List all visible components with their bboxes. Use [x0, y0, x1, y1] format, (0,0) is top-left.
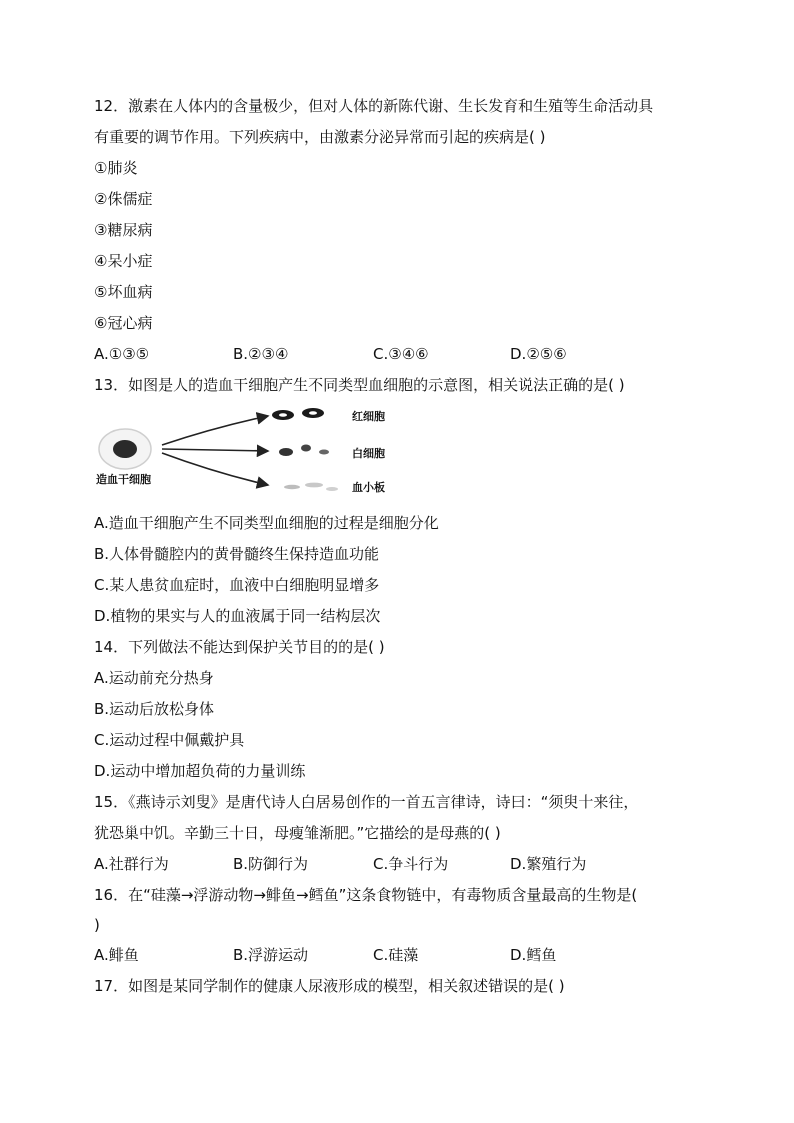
q16-option-d: D.鳕鱼 — [510, 946, 557, 964]
q12-item-6: ⑥冠心病 — [94, 314, 153, 332]
q12-item-3: ③糖尿病 — [94, 221, 153, 239]
q15-option-d: D.繁殖行为 — [510, 855, 587, 873]
q15-stem-line1: 15．《燕诗示刘叟》是唐代诗人白居易创作的一首五言律诗，诗曰：“须臾十来往， — [94, 793, 639, 811]
q12-option-c: C.③④⑥ — [373, 345, 429, 363]
q16-option-a: A.鲱鱼 — [94, 946, 139, 964]
blood-cell-diagram — [96, 405, 406, 500]
q16-stem-line1: 16．在“硅藻→浮游动物→鲱鱼→鳕鱼”这条食物链中，有毒物质含量最高的生物是( — [94, 886, 638, 904]
q16-option-c: C.硅藻 — [373, 946, 419, 964]
q15-stem-line2: 犹恐巢中饥。辛勤三十日，母瘦雏渐肥。”它描绘的是母燕的( ) — [94, 824, 501, 842]
q15-option-c: C.争斗行为 — [373, 855, 449, 873]
red-cell-label: 红细胞 — [352, 410, 385, 423]
q12-item-5: ⑤坏血病 — [94, 283, 153, 301]
q12-options — [94, 344, 714, 364]
white-cell-shape — [301, 445, 311, 452]
q14-option-b: B.运动后放松身体 — [94, 700, 215, 718]
q16-option-b: B.浮游运动 — [233, 946, 309, 964]
platelet-shape — [284, 485, 300, 489]
arrow-to-red-cells — [162, 416, 268, 445]
q14-option-d: D.运动中增加超负荷的力量训练 — [94, 762, 306, 780]
platelet-shape — [305, 483, 323, 488]
q12-stem-line2: 有重要的调节作用。下列疾病中，由激素分泌异常而引起的疾病是( ) — [94, 128, 546, 146]
stem-cell-nucleus — [113, 440, 137, 458]
q12-option-d: D.②⑤⑥ — [510, 345, 567, 363]
q14-option-a: A.运动前充分热身 — [94, 669, 214, 687]
q15-options — [94, 854, 714, 874]
q13-option-a: A.造血干细胞产生不同类型血细胞的过程是细胞分化 — [94, 514, 439, 532]
q15-option-a: A.社群行为 — [94, 855, 169, 873]
q16-stem-line2: ) — [94, 916, 100, 934]
platelet-shape — [326, 487, 338, 491]
white-cell-label: 白细胞 — [352, 447, 385, 460]
q13-option-b: B.人体骨髓腔内的黄骨髓终生保持造血功能 — [94, 545, 380, 563]
platelet-label: 血小板 — [352, 481, 385, 494]
q12-item-2: ②侏儒症 — [94, 190, 153, 208]
q12-item-1: ①肺炎 — [94, 159, 138, 177]
q13-stem-line1: 13．如图是人的造血干细胞产生不同类型血细胞的示意图，相关说法正确的是( ) — [94, 376, 625, 394]
q14-stem-line1: 14．下列做法不能达到保护关节目的的是( ) — [94, 638, 385, 656]
q15-option-b: B.防御行为 — [233, 855, 309, 873]
q13-option-d: D.植物的果实与人的血液属于同一结构层次 — [94, 607, 381, 625]
q12-option-b: B.②③④ — [233, 345, 289, 363]
white-cell-shape — [319, 450, 329, 455]
q14-option-c: C.运动过程中佩戴护具 — [94, 731, 245, 749]
q16-options — [94, 945, 714, 965]
arrow-to-white-cells — [162, 449, 268, 451]
q13-option-c: C.某人患贫血症时，血液中白细胞明显增多 — [94, 576, 380, 594]
white-cell-shape — [279, 448, 293, 456]
q12-stem-line1: 12．激素在人体内的含量极少，但对人体的新陈代谢、生长发育和生殖等生命活动具 — [94, 97, 654, 115]
arrow-to-platelets — [162, 453, 268, 485]
q17-stem-line1: 17．如图是某同学制作的健康人尿液形成的模型，相关叙述错误的是( ) — [94, 977, 565, 995]
stem-cell-label: 造血干细胞 — [96, 473, 151, 486]
q12-option-a: A.①③⑤ — [94, 345, 150, 363]
q12-item-4: ④呆小症 — [94, 252, 153, 270]
